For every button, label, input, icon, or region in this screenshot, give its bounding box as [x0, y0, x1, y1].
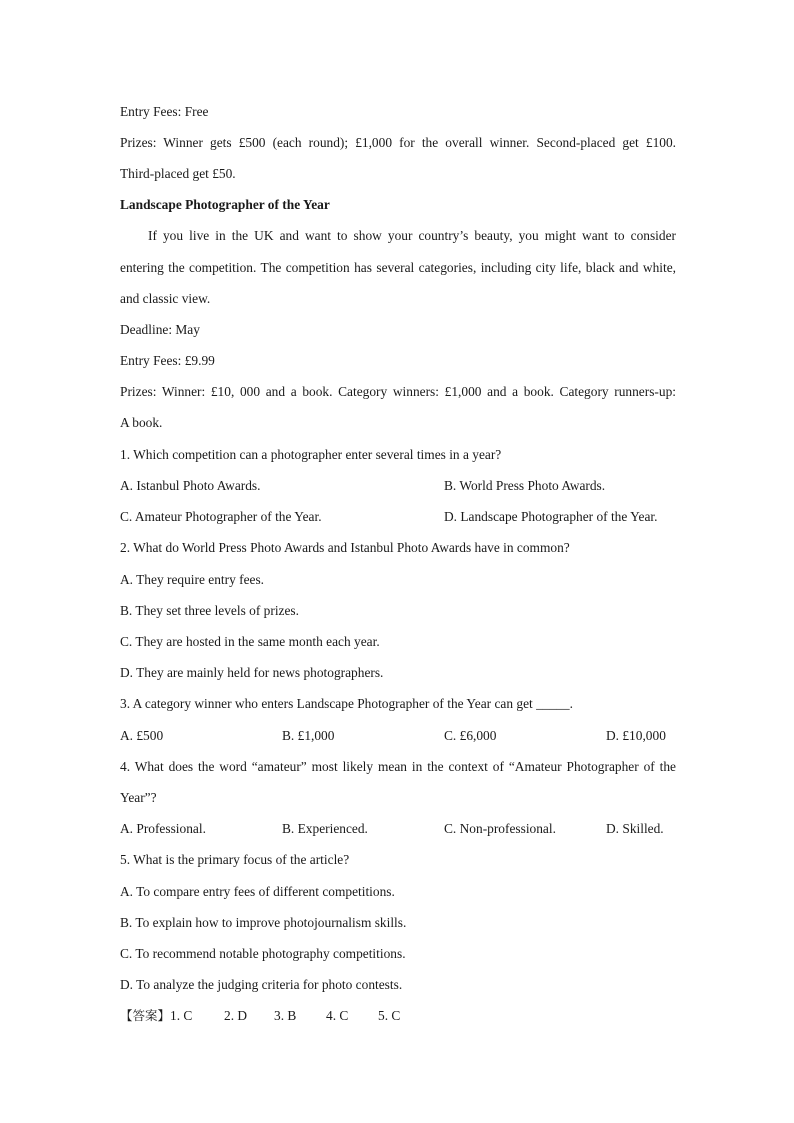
option: C. £6,000 [444, 728, 497, 743]
answer-item: 2. D [224, 1008, 248, 1023]
section-heading: Landscape Photographer of the Year [120, 197, 330, 212]
prizes-line-continued: A book. [120, 415, 163, 430]
option: B. £1,000 [282, 728, 335, 743]
prizes-line: Prizes: Winner: £10, 000 and a book. Category winners: £1,000 and a book. Category runners-up: [120, 384, 676, 399]
paragraph-line: entering the competition. The competition has several categories, including city life, black and white, [120, 260, 676, 275]
paragraph-line: and classic view. [120, 291, 211, 306]
option: D. Skilled. [606, 821, 664, 836]
option: D. £10,000 [606, 728, 666, 743]
entry-fees-line: Entry Fees: Free [120, 104, 209, 119]
question-stem-continued: Year”? [120, 790, 157, 805]
option: C. Non-professional. [444, 821, 556, 836]
option: A. To compare entry fees of different competitions. [120, 884, 395, 899]
question-stem: 4. What does the word “amateur” most likely mean in the context of “Amateur Photographer of the [120, 759, 676, 774]
answer-key [120, 1007, 416, 1025]
answer-item: 4. C [326, 1008, 349, 1023]
option: D. Landscape Photographer of the Year. [444, 509, 658, 524]
question-stem: 2. What do World Press Photo Awards and Istanbul Photo Awards have in common? [120, 540, 570, 555]
option: A. They require entry fees. [120, 572, 265, 587]
answer-item: 3. B [274, 1008, 297, 1023]
question-stem: 5. What is the primary focus of the article? [120, 852, 350, 867]
option: C. Amateur Photographer of the Year. [120, 509, 322, 524]
option: C. They are hosted in the same month each year. [120, 634, 380, 649]
entry-fees-line: Entry Fees: £9.99 [120, 353, 215, 368]
question-stem: 3. A category winner who enters Landscape Photographer of the Year can get _____. [120, 696, 573, 711]
answer-item: 1. C [170, 1008, 193, 1023]
option: A. Istanbul Photo Awards. [120, 478, 261, 493]
option: D. They are mainly held for news photographers. [120, 665, 384, 680]
option: A. £500 [120, 728, 164, 743]
option: B. To explain how to improve photojournalism skills. [120, 915, 407, 930]
option: B. Experienced. [282, 821, 368, 836]
option: B. World Press Photo Awards. [444, 478, 606, 493]
option: D. To analyze the judging criteria for photo contests. [120, 977, 403, 992]
answer-label: 【答案】 [120, 1008, 171, 1023]
option: C. To recommend notable photography competitions. [120, 946, 406, 961]
question-stem: 1. Which competition can a photographer enter several times in a year? [120, 447, 502, 462]
option: A. Professional. [120, 821, 206, 836]
paragraph-line: If you live in the UK and want to show your country’s beauty, you might want to consider [148, 228, 676, 243]
option: B. They set three levels of prizes. [120, 603, 299, 618]
deadline-line: Deadline: May [120, 322, 200, 337]
prizes-line-continued: Third-placed get £50. [120, 166, 236, 181]
prizes-line: Prizes: Winner gets £500 (each round); £1,000 for the overall winner. Second-placed get £100. [120, 135, 676, 150]
answer-item: 5. C [378, 1008, 401, 1023]
